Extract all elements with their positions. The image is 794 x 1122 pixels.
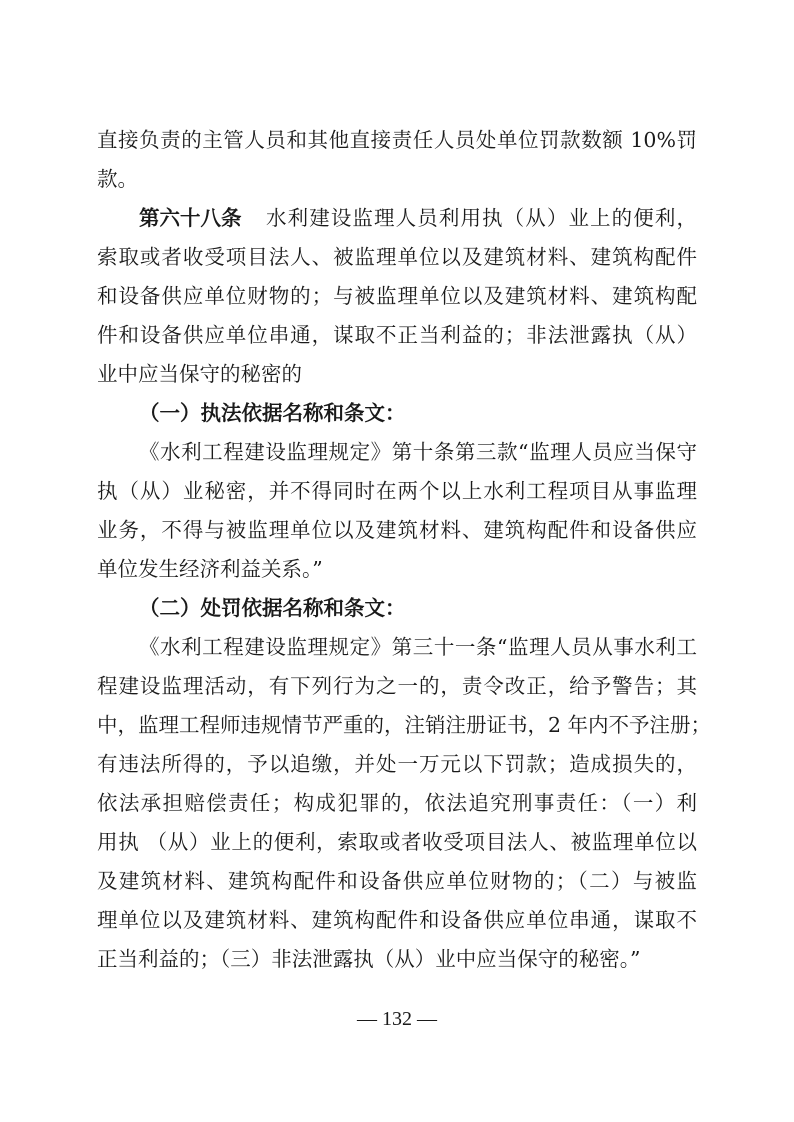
text-line: 件和设备供应单位串通，谋取不正当利益的；非法泄露执（从） — [97, 323, 697, 347]
text-line: 和设备供应单位财物的；与被监理单位以及建筑材料、建筑构配 — [97, 284, 697, 308]
text-line: 中，监理工程师违规情节严重的，注销注册证书，2 年内不予注册； — [97, 713, 712, 737]
text-line: 执（从）业秘密，并不得同时在两个以上水利工程项目从事监理 — [97, 479, 697, 503]
text-line: 程建设监理活动，有下列行为之一的，责令改正，给予警告；其 — [97, 674, 697, 698]
text-line: 依法承担赔偿责任；构成犯罪的，依法追究刑事责任：（一）利 — [97, 791, 697, 815]
text-line: 业中应当保守的秘密的 — [97, 362, 302, 386]
text-line: 单位发生经济利益关系。” — [97, 557, 323, 581]
text-line: 有违法所得的，予以追缴，并处一万元以下罚款；造成损失的， — [97, 752, 697, 776]
text-line: 及建筑材料、建筑构配件和设备供应单位财物的；（二）与被监 — [97, 869, 697, 893]
text-line: 正当利益的；（三）非法泄露执（从）业中应当保守的秘密。” — [97, 947, 641, 971]
section-heading: （二）处罚依据名称和条文： — [139, 596, 406, 620]
text-line: 《水利工程建设监理规定》第十条第三款“监理人员应当保守 — [139, 440, 697, 464]
text-line: 业务，不得与被监理单位以及建筑材料、建筑构配件和设备供应 — [97, 518, 697, 542]
section-heading: （一）执法依据名称和条文： — [139, 401, 406, 425]
text-line: 水利建设监理人员利用执（从）业上的便利， — [266, 206, 697, 230]
text-line: 理单位以及建筑材料、建筑构配件和设备供应单位串通，谋取不 — [97, 908, 697, 932]
text-line: 索取或者收受项目法人、被监理单位以及建筑材料、建筑构配件 — [97, 245, 697, 269]
text-line: 款。 — [97, 167, 138, 191]
page-number: — 132 — — [357, 1008, 437, 1030]
text-line: 用执 （从）业上的便利，索取或者收受项目法人、被监理单位以 — [97, 830, 697, 854]
text-line: 《水利工程建设监理规定》第三十一条“监理人员从事水利工 — [139, 635, 697, 659]
text-line: 直接负责的主管人员和其他直接责任人员处单位罚款数额 10%罚 — [97, 128, 697, 152]
article-heading: 第六十八条 — [139, 206, 242, 230]
